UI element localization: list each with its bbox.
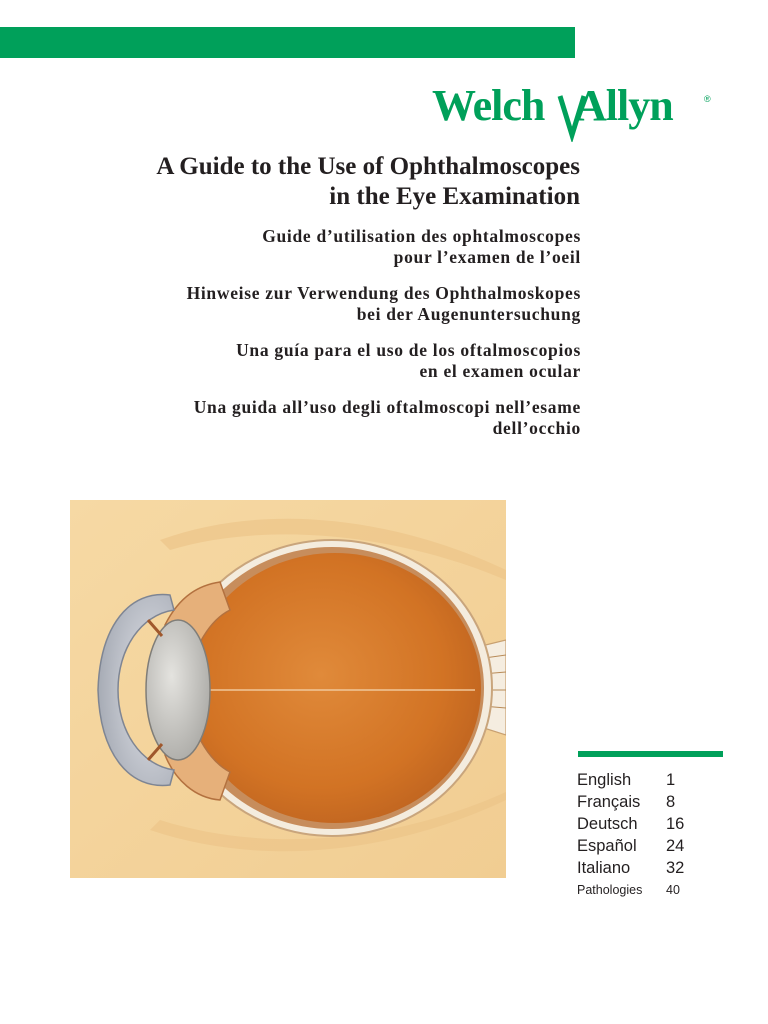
toc-label: Deutsch bbox=[577, 814, 638, 833]
toc-page-number: 8 bbox=[666, 792, 676, 811]
toc-entry[interactable] bbox=[577, 879, 727, 901]
welch-allyn-logo bbox=[432, 80, 717, 142]
subtitle-french bbox=[40, 226, 581, 268]
toc-entry[interactable] bbox=[577, 813, 727, 835]
toc-page-number: 16 bbox=[666, 814, 685, 833]
toc-label: Pathologies bbox=[577, 883, 643, 897]
registered-mark: ® bbox=[704, 94, 711, 104]
eye-cross-section-illustration bbox=[70, 500, 506, 878]
title-line-1: A Guide to the Use of Ophthalmoscopes bbox=[156, 153, 580, 180]
logo-text-left: Welch bbox=[432, 81, 545, 130]
toc-page-number: 24 bbox=[666, 836, 685, 855]
subtitle-line: Guide d’utilisation des ophtalmoscopes bbox=[262, 226, 581, 246]
logo-text-right: Allyn bbox=[575, 81, 673, 130]
toc-page-number: 40 bbox=[666, 883, 680, 897]
subtitle-line: Una guía para el uso de los oftalmoscopios bbox=[236, 340, 581, 360]
toc-label: Italiano bbox=[577, 858, 631, 877]
toc-label: English bbox=[577, 770, 632, 789]
toc-page-number: 1 bbox=[666, 770, 676, 789]
subtitle-german bbox=[40, 283, 581, 325]
toc-page-number: 32 bbox=[666, 858, 685, 877]
title-line-2: in the Eye Examination bbox=[329, 183, 580, 210]
subtitle-line: pour l’examen de l’oeil bbox=[393, 247, 581, 267]
toc-entry[interactable] bbox=[577, 791, 727, 813]
subtitle-line: dell’occhio bbox=[492, 418, 581, 438]
main-title bbox=[40, 152, 580, 212]
top-green-bar bbox=[0, 27, 575, 58]
subtitle-line: Una guida all’uso degli oftalmoscopi nell’esame bbox=[193, 397, 581, 417]
toc-label: Français bbox=[577, 792, 641, 811]
translated-titles bbox=[40, 226, 581, 454]
toc-entry[interactable] bbox=[577, 835, 727, 857]
subtitle-spanish bbox=[40, 340, 581, 382]
subtitle-line: en el examen ocular bbox=[419, 361, 581, 381]
subtitle-italian bbox=[40, 397, 581, 439]
toc-entry[interactable] bbox=[577, 769, 727, 791]
toc-label: Español bbox=[577, 836, 637, 855]
toc-entry[interactable] bbox=[577, 857, 727, 879]
subtitle-line: Hinweise zur Verwendung des Ophthalmoskopes bbox=[186, 283, 581, 303]
table-of-contents bbox=[577, 769, 727, 901]
subtitle-line: bei der Augenuntersuchung bbox=[356, 304, 581, 324]
toc-divider bbox=[578, 751, 723, 757]
